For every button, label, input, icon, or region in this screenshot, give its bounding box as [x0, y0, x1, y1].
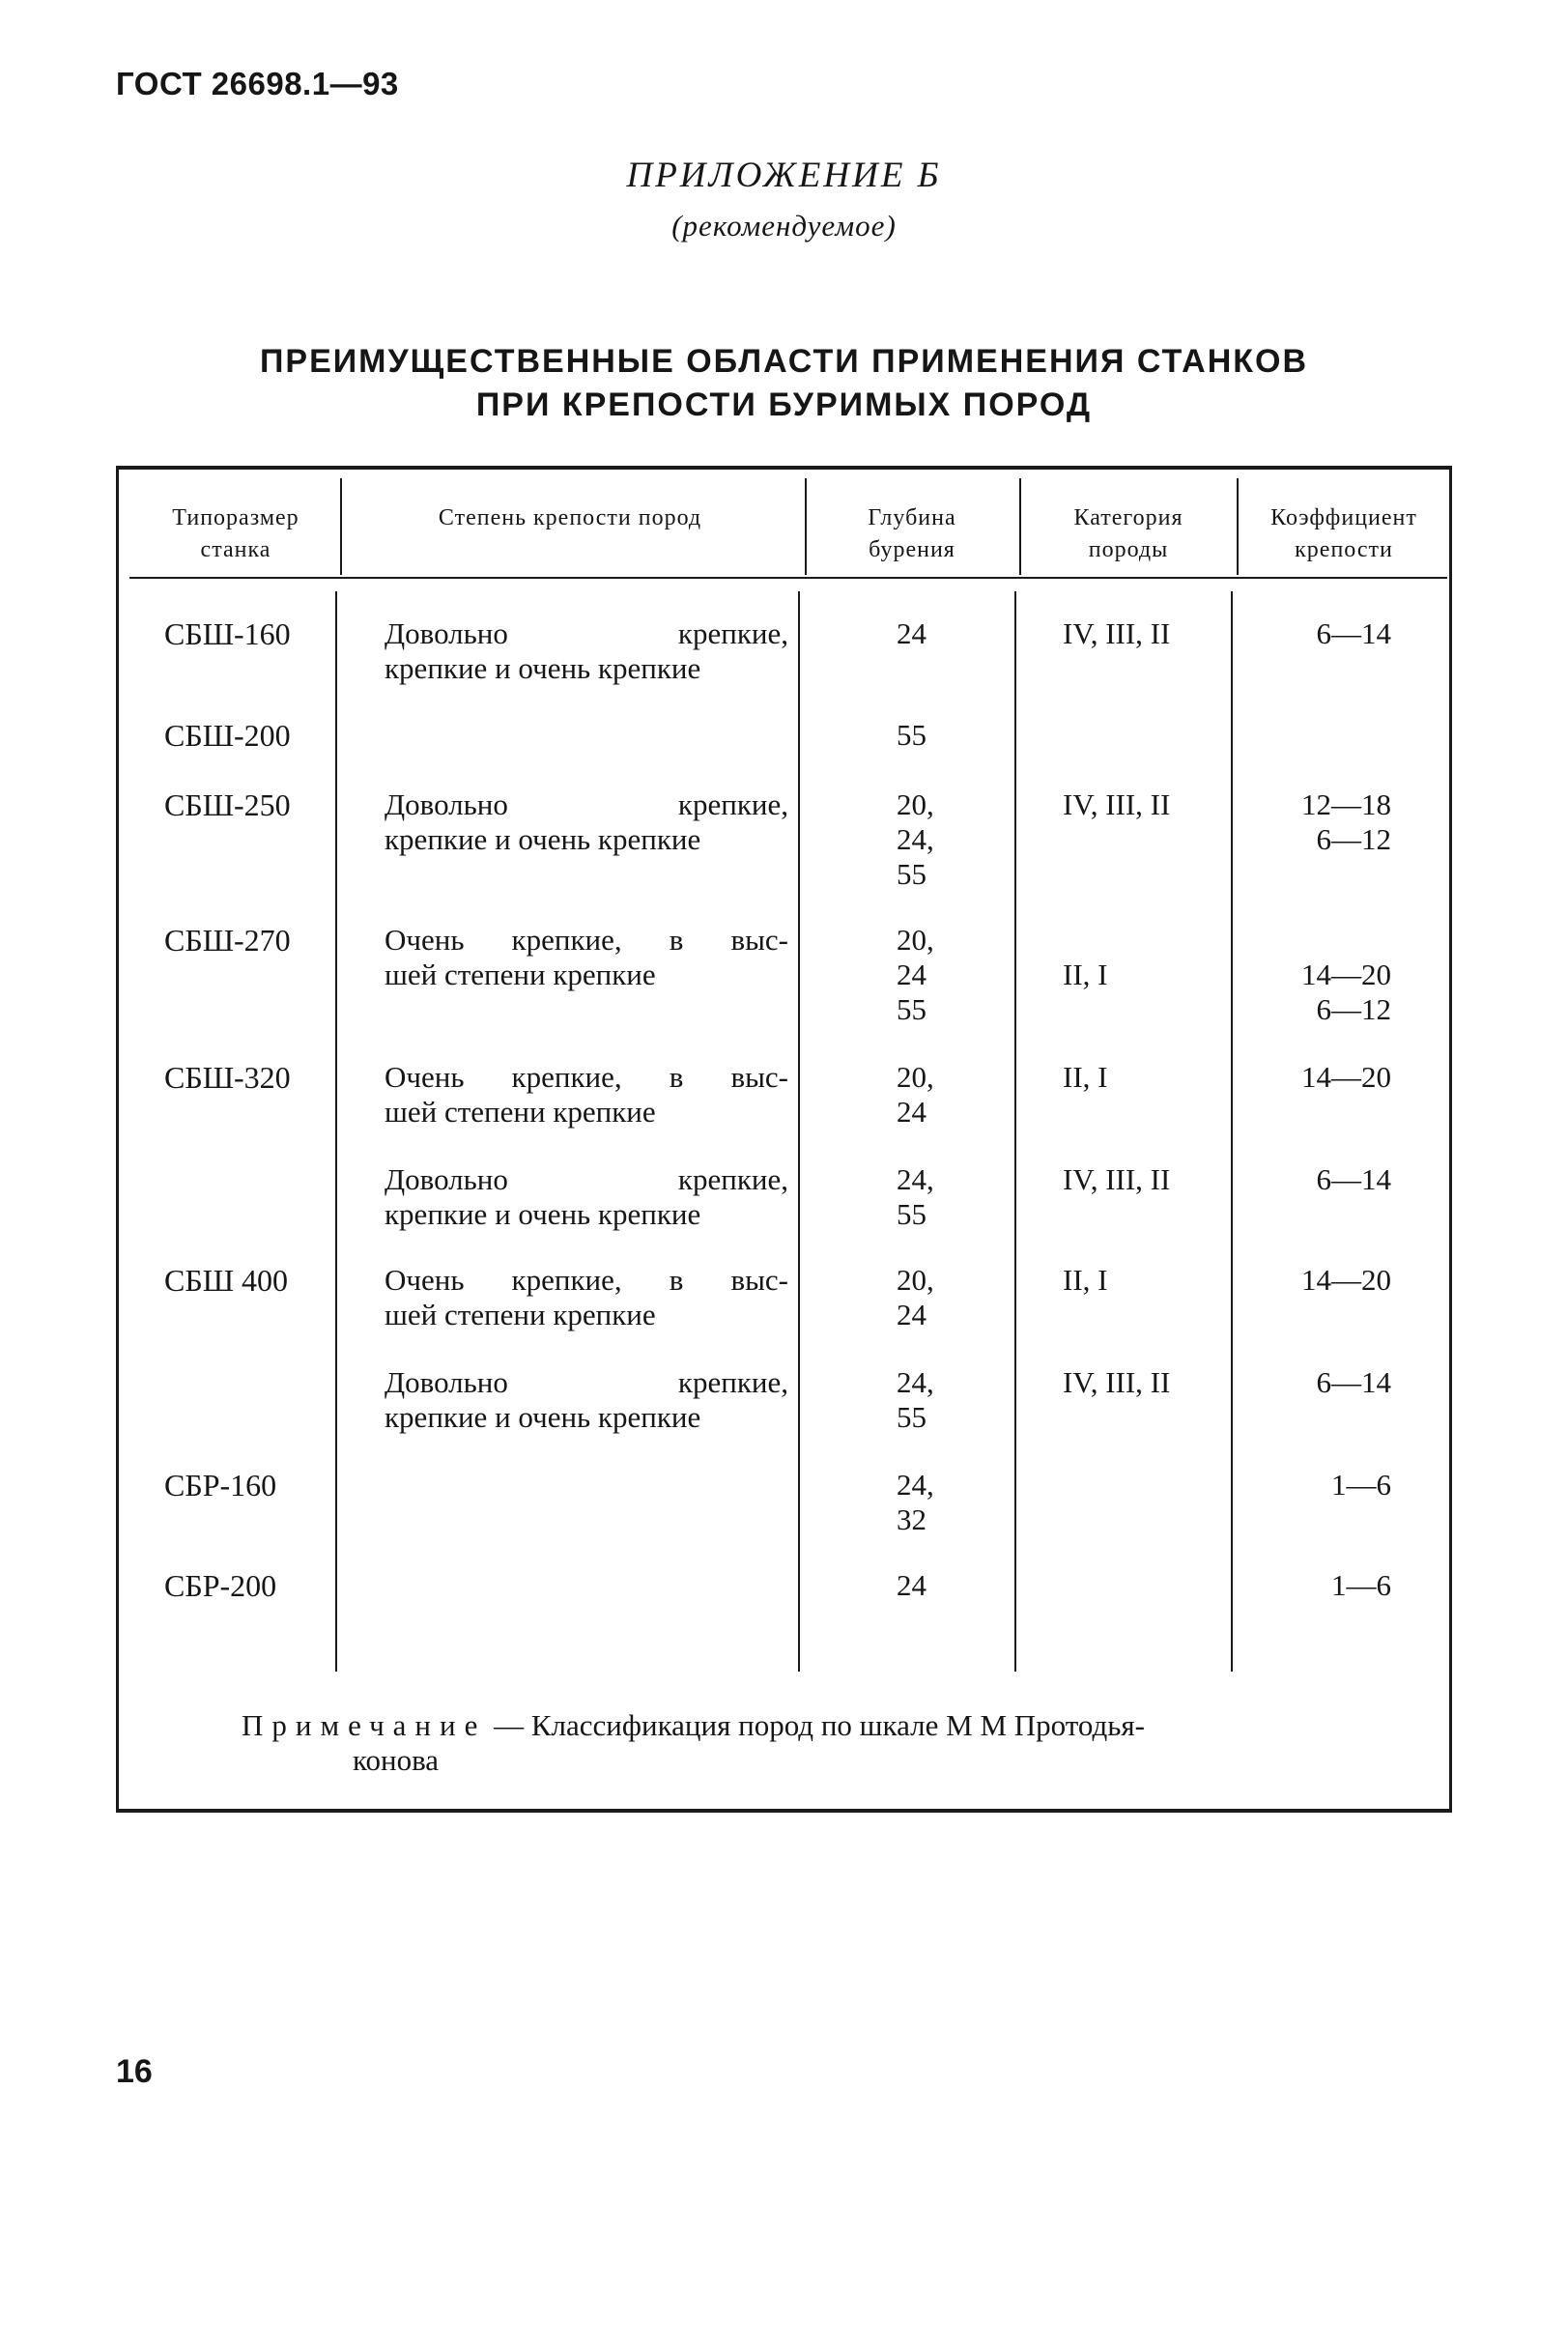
strength-degree-cell: шей степени крепкие: [385, 1095, 656, 1129]
drilling-depth-cell: 24,: [897, 1365, 934, 1399]
machine-size-cell: СБШ-270: [164, 923, 291, 958]
strength-coefficient-cell: 1—6: [1331, 1468, 1391, 1502]
note-text-continued: конова: [353, 1743, 440, 1777]
drilling-depth-cell: 24: [897, 616, 927, 650]
machine-size-cell: СБШ-250: [164, 787, 291, 822]
strength-degree-cell: крепкие и очень крепкие: [385, 1400, 701, 1434]
document-code: ГОСТ 26698.1—93: [116, 66, 399, 101]
strength-coefficient-cell: 1—6: [1331, 1568, 1391, 1602]
strength-degree-cell: Довольно крепкие,: [385, 616, 788, 650]
drilling-depth-cell: 55: [897, 992, 927, 1026]
note-label: Примечание: [242, 1708, 487, 1742]
table-top-rule: [116, 466, 1452, 470]
table-left-border: [116, 468, 119, 1811]
header-separator: [1237, 478, 1239, 575]
strength-degree-cell: крепкие и очень крепкие: [385, 1197, 701, 1231]
strength-coefficient-cell: 6—12: [1316, 822, 1391, 856]
drilling-depth-cell: 24,: [897, 822, 934, 856]
drilling-depth-cell: 24,: [897, 1162, 934, 1196]
strength-degree-cell: Очень крепкие, в выс-: [385, 1060, 788, 1094]
drilling-depth-cell: 20,: [897, 787, 934, 821]
drilling-depth-cell: 24: [897, 958, 927, 991]
strength-coefficient-cell: 14—20: [1301, 1060, 1391, 1094]
drilling-depth-cell: 20,: [897, 1263, 934, 1297]
drilling-depth-cell: 55: [897, 1400, 927, 1434]
strength-degree-cell: Довольно крепкие,: [385, 1162, 788, 1196]
machine-size-cell: СБШ-200: [164, 718, 291, 753]
header-separator: [1019, 478, 1021, 575]
strength-degree-cell: Очень крепкие, в выс-: [385, 1263, 788, 1297]
table-note: [242, 1708, 1411, 1778]
strength-coefficient-cell: 14—20: [1301, 958, 1391, 991]
strength-coefficient-cell: 12—18: [1301, 787, 1391, 821]
header-strength-coefficient: Коэффициент крепости: [1270, 505, 1417, 562]
strength-coefficient-cell: 6—14: [1316, 1365, 1391, 1399]
header-bottom-rule: [129, 577, 1447, 579]
column-separator: [798, 591, 800, 1672]
header-separator: [805, 478, 807, 575]
drilling-depth-cell: 55: [897, 857, 927, 891]
strength-degree-cell: крепкие и очень крепкие: [385, 651, 701, 685]
column-separator: [1014, 591, 1016, 1672]
header-machine-size: Типоразмер станка: [172, 505, 299, 562]
drilling-depth-cell: 24: [897, 1298, 927, 1331]
header-drilling-depth: Глубина бурения: [868, 505, 956, 562]
strength-degree-cell: Довольно крепкие,: [385, 1365, 788, 1399]
rock-category-cell: II, I: [1063, 1060, 1108, 1094]
drilling-depth-cell: 24,: [897, 1468, 934, 1502]
strength-coefficient-cell: 14—20: [1301, 1263, 1391, 1297]
page-number: 16: [116, 2053, 153, 2090]
strength-coefficient-cell: 6—12: [1316, 992, 1391, 1026]
table-bottom-rule: [116, 1809, 1452, 1813]
header-strength-degree: Степень крепости пород: [438, 505, 702, 530]
strength-coefficient-cell: 6—14: [1316, 1162, 1391, 1196]
machine-size-cell: СБР-200: [164, 1568, 277, 1603]
title-line-1: ПРЕИМУЩЕСТВЕННЫЕ ОБЛАСТИ ПРИМЕНЕНИЯ СТАНКОВ: [259, 343, 1309, 380]
strength-degree-cell: шей степени крепкие: [385, 958, 656, 991]
drilling-depth-cell: 32: [897, 1502, 927, 1536]
rock-category-cell: IV, III, II: [1063, 1365, 1171, 1399]
drilling-depth-cell: 24: [897, 1095, 927, 1129]
machine-size-cell: СБШ-320: [164, 1060, 291, 1095]
drilling-depth-cell: 55: [897, 718, 927, 752]
drilling-depth-cell: 24: [897, 1568, 927, 1602]
strength-degree-cell: Довольно крепкие,: [385, 787, 788, 821]
rock-category-cell: II, I: [1063, 1263, 1108, 1297]
table-right-border: [1449, 468, 1452, 1811]
rock-category-cell: II, I: [1063, 958, 1108, 991]
note-text: — Классификация пород по шкале М М Протодья-: [486, 1708, 1145, 1742]
rock-category-cell: IV, III, II: [1063, 1162, 1171, 1196]
strength-degree-cell: крепкие и очень крепкие: [385, 822, 701, 856]
drilling-depth-cell: 55: [897, 1197, 927, 1231]
strength-degree-cell: Очень крепкие, в выс-: [385, 923, 788, 957]
title-line-2: ПРИ КРЕПОСТИ БУРИМЫХ ПОРОД: [475, 386, 1093, 423]
annex-subtitle: (рекомендуемое): [671, 209, 897, 243]
column-separator: [335, 591, 337, 1672]
annex-title: ПРИЛОЖЕНИЕ Б: [626, 156, 942, 195]
machine-size-cell: СБШ-160: [164, 616, 291, 651]
rock-category-cell: IV, III, II: [1063, 616, 1171, 650]
rock-category-cell: IV, III, II: [1063, 787, 1171, 821]
header-rock-category: Категория породы: [1073, 505, 1183, 562]
strength-degree-cell: шей степени крепкие: [385, 1298, 656, 1331]
machine-size-cell: СБШ 400: [164, 1263, 288, 1298]
strength-coefficient-cell: 6—14: [1316, 616, 1391, 650]
column-separator: [1231, 591, 1233, 1672]
drilling-depth-cell: 20,: [897, 1060, 934, 1094]
header-separator: [340, 478, 342, 575]
machine-size-cell: СБР-160: [164, 1468, 277, 1502]
page-title: [116, 340, 1452, 427]
drilling-depth-cell: 20,: [897, 923, 934, 957]
